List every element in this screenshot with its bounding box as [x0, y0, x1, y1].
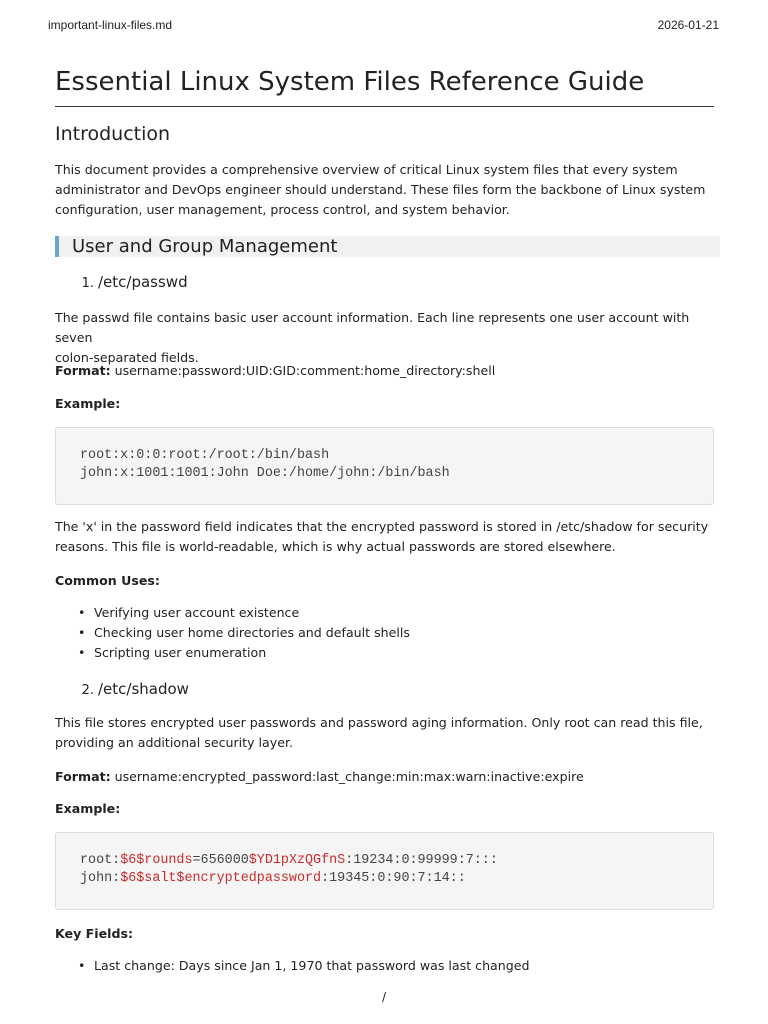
intro-paragraph [55, 160, 714, 220]
intro-line: This document provides a comprehensive overview of critical Linux system files that every system [55, 162, 678, 177]
note-line: The 'x' in the password field indicates that the encrypted password is stored in /etc/shadow for security [55, 519, 709, 534]
format-value: username:encrypted_password:last_change:min:max:warn:inactive:expire [110, 769, 584, 784]
print-date: 2026-01-21 [657, 18, 719, 32]
section-heading-user-group: User and Group Management [55, 236, 720, 257]
code-line [80, 870, 713, 888]
code-token-highlight: $6$salt$encryptedpassword [120, 871, 322, 886]
page-title: Essential Linux System Files Reference Guide [55, 64, 714, 107]
passwd-description [55, 308, 714, 368]
note-line: reasons. This file is world-readable, which is why actual passwords are stored elsewhere. [55, 539, 616, 554]
fields-label: Key Fields: [55, 926, 133, 941]
code-line: root:x:0:0:root:/root:/bin/bash [80, 448, 330, 463]
item-title-text: /etc/passwd [98, 273, 188, 291]
example-label: Example: [55, 801, 121, 816]
code-token: root: [80, 853, 121, 868]
passwd-example-label [55, 394, 714, 414]
shadow-code-block [55, 832, 714, 910]
page-header [48, 18, 719, 32]
list-item: • Checking user home directories and default shells [55, 623, 714, 643]
code-token: john: [80, 871, 121, 886]
passwd-code-block [55, 427, 714, 505]
file-name: important-linux-files.md [48, 18, 173, 32]
passwd-format [55, 361, 714, 381]
item-title-text: /etc/shadow [98, 680, 189, 698]
list-item: • Last change: Days since Jan 1, 1970 that password was last changed [55, 956, 714, 976]
item-title-passwd [55, 272, 714, 294]
code-token: =656000 [192, 853, 249, 868]
desc-line: The passwd file contains basic user account information. Each line represents one user account with seven [55, 310, 690, 345]
common-uses-list [55, 603, 714, 663]
uses-label: Common Uses: [55, 573, 160, 588]
intro-line: configuration, user management, process control, and system behavior. [55, 202, 510, 217]
item-number: 1. [81, 276, 94, 291]
code-token-highlight: $6$rounds [120, 853, 193, 868]
code-token: :19345:0:90:7:14:: [321, 871, 466, 886]
key-fields-label [55, 924, 714, 944]
format-label: Format: [55, 769, 111, 784]
key-fields-list [55, 956, 714, 976]
format-value: username:password:UID:GID:comment:home_directory:shell [110, 363, 496, 378]
page-footer: / [381, 990, 387, 1004]
intro-heading: Introduction [55, 123, 171, 145]
shadow-description [55, 713, 714, 753]
item-number: 2. [81, 683, 94, 698]
desc-line: This file stores encrypted user passwords and password aging information. Only root can read this file, [55, 715, 703, 730]
desc-line: providing an additional security layer. [55, 735, 294, 750]
code-line: john:x:1001:1001:John Doe:/home/john:/bin/bash [80, 466, 450, 481]
code-token: :19234:0:99999:7::: [345, 853, 498, 868]
shadow-format [55, 767, 714, 787]
list-item: • Scripting user enumeration [55, 643, 714, 663]
list-item: • Verifying user account existence [55, 603, 714, 623]
code-line [80, 852, 713, 870]
item-title-shadow [55, 679, 714, 701]
shadow-example-label [55, 799, 714, 819]
intro-line: administrator and DevOps engineer should understand. These files form the backbone of Linux system [55, 182, 706, 197]
format-label: Format: [55, 363, 111, 378]
code-token-highlight: $YD1pXzQGfnS [248, 853, 346, 868]
example-label: Example: [55, 396, 121, 411]
desc-line: colon-separated fields. [55, 350, 199, 365]
common-uses-label [55, 571, 714, 591]
passwd-note [55, 517, 714, 557]
